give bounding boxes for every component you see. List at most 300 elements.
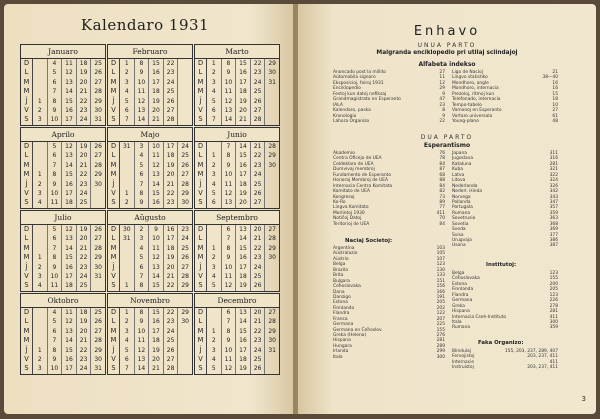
month-name: Marto: [195, 45, 279, 59]
entry-title: Kataluna: [452, 161, 472, 167]
part2-left-list: [333, 151, 445, 227]
entry-title: Young-plano: [452, 118, 479, 124]
month-name: Decembro: [195, 294, 279, 308]
entry-title: Ligo de Nacioj: [452, 70, 483, 75]
entry-title: Jugoslava: [452, 156, 474, 162]
entry-title: Sovetia: [452, 221, 469, 227]
day-number: 18: [166, 152, 175, 160]
entry-title: Danzigo: [333, 294, 351, 300]
day-number: 10: [224, 346, 233, 354]
weekday-label: L: [111, 68, 116, 77]
day-number: 13: [239, 226, 247, 233]
day-number: 6: [124, 106, 129, 114]
day-number: 31: [94, 365, 102, 373]
day-number: 11: [50, 282, 59, 290]
entry-title: Fundamento de Esperanto: [333, 172, 392, 178]
day-number: 5: [139, 161, 144, 169]
day-number: 23: [253, 337, 262, 345]
month-3: [20, 127, 106, 209]
day-number: 7: [226, 235, 231, 243]
institutes-heading: Institutoj:: [486, 262, 517, 268]
day-number: 25: [253, 272, 262, 280]
day-number: [178, 346, 192, 355]
day-number: [265, 355, 279, 364]
day-number: 9: [139, 69, 144, 77]
day-number: 7: [52, 244, 57, 252]
day-number: 10: [224, 78, 233, 86]
entry-title: Teritorioj de UEA: [333, 221, 370, 227]
day-number: 15: [239, 244, 247, 252]
day-number: 24: [79, 189, 88, 197]
entry-title: Akademio: [333, 151, 355, 156]
entry-title: Portugala: [452, 205, 473, 211]
day-number: 22: [79, 97, 88, 105]
weekday-label: S: [24, 115, 29, 124]
weekday-label: Ĵ: [199, 96, 202, 105]
day-number: 12: [65, 69, 73, 77]
day-number: 30: [181, 318, 189, 326]
weekday-label: M: [197, 77, 204, 86]
day-number: 5: [211, 189, 216, 197]
entry-title: Brazila: [333, 267, 348, 273]
day-number: 4: [124, 337, 129, 345]
weekday-label: M: [23, 253, 30, 262]
entry-page: 87: [439, 167, 445, 173]
day-number: 7: [139, 272, 144, 280]
day-number: 6: [226, 226, 231, 233]
day-number: 2: [211, 69, 216, 77]
day-number: 15: [65, 254, 73, 262]
weekday-label: M: [23, 87, 30, 96]
month-8: [194, 210, 280, 292]
entry-page: 78: [439, 156, 445, 162]
entry-page: 387: [549, 243, 558, 249]
day-number: 6: [52, 152, 57, 160]
entry-page: 200: [549, 281, 558, 287]
weekday-label: S: [198, 115, 203, 124]
day-number: 4: [37, 282, 42, 290]
day-number: [178, 106, 192, 115]
month-name: Oktobro: [21, 294, 105, 308]
day-number: 10: [50, 365, 59, 373]
day-number: 22: [253, 60, 262, 67]
day-number: 19: [239, 282, 247, 290]
month-11: [194, 293, 280, 375]
day-number: 20: [79, 327, 88, 335]
day-number: 23: [166, 318, 175, 326]
contents-entry: [333, 355, 445, 360]
day-number: 24: [253, 346, 262, 354]
day-number: 8: [139, 60, 144, 67]
day-number: 30: [94, 355, 102, 363]
weekday-label: L: [198, 234, 203, 243]
day-number: 19: [79, 143, 88, 150]
weekday-label: M: [110, 326, 117, 335]
day-number: 25: [94, 60, 102, 67]
entry-page: 38—40: [542, 75, 558, 81]
day-number: 9: [52, 180, 57, 188]
day-number: 12: [224, 189, 233, 197]
weekday-label: Ĵ: [199, 262, 202, 271]
day-number: 4: [211, 180, 216, 188]
day-number: 25: [166, 88, 175, 96]
weekday-label: M: [110, 253, 117, 262]
day-number: 31: [122, 235, 131, 243]
day-number: 1: [124, 282, 129, 290]
entry-page: 347: [549, 199, 558, 205]
day-number: 15: [239, 327, 247, 335]
day-number: 31: [94, 272, 102, 280]
entry-title: Tempo-tabelo: [452, 102, 482, 108]
day-number: 13: [65, 327, 73, 335]
entry-title: Estona: [333, 300, 348, 306]
weekday-label: Ĵ: [199, 179, 202, 188]
day-number: 27: [181, 171, 189, 179]
day-number: [33, 317, 47, 326]
day-number: 12: [65, 318, 73, 326]
day-number: 6: [226, 309, 231, 316]
day-number: 20: [152, 106, 160, 114]
day-number: 22: [79, 346, 88, 354]
entry-title: Internacie: [452, 359, 475, 365]
day-number: 11: [152, 152, 160, 160]
weekday-label: Ĵ: [112, 179, 115, 188]
day-number: [207, 225, 221, 234]
day-number: 15: [239, 152, 247, 160]
entry-title: Itala: [333, 354, 343, 360]
weekday-label: S: [111, 198, 116, 207]
entry-title: Vamonoj en Esperanto: [452, 108, 502, 114]
month-name: Septembro: [195, 211, 279, 225]
weekday-label: D: [23, 59, 30, 67]
day-number: 1: [37, 97, 42, 105]
entry-page: 18: [552, 97, 558, 103]
weekday-label: L: [111, 317, 116, 326]
entry-page: 105: [436, 251, 445, 257]
day-number: 13: [239, 309, 247, 316]
day-number: 20: [79, 78, 88, 86]
day-number: 13: [224, 199, 233, 207]
day-number: 28: [268, 235, 276, 243]
weekday-label: V: [24, 271, 29, 280]
weekday-label: D: [197, 308, 204, 316]
month-6: [20, 210, 106, 292]
day-number: 26: [166, 97, 175, 105]
part1-left-list: [333, 70, 445, 124]
entry-page: 123: [549, 292, 558, 298]
day-number: 19: [166, 161, 175, 169]
day-number: [33, 59, 47, 68]
entry-page: 300: [436, 354, 445, 360]
day-number: 10: [137, 327, 146, 335]
day-number: 4: [211, 355, 216, 363]
weekday-label: S: [111, 281, 116, 290]
entry-title: Sveda: [452, 227, 466, 233]
day-number: 7: [226, 318, 231, 326]
day-number: 16: [239, 69, 247, 77]
day-number: 15: [152, 60, 160, 67]
weekday-label: V: [111, 105, 116, 114]
day-number: 27: [94, 152, 102, 160]
weekday-label: V: [111, 271, 116, 280]
day-number: [265, 272, 279, 281]
day-number: 29: [268, 152, 276, 160]
day-number: 8: [226, 60, 231, 67]
day-number: 9: [154, 226, 158, 233]
day-number: 20: [166, 171, 175, 179]
day-number: 2: [124, 199, 129, 207]
entry-title: Kuba: [452, 167, 463, 173]
entry-title: Ĉeĥoslovaka: [333, 284, 361, 290]
day-number: 25: [253, 355, 262, 363]
day-number: 5: [211, 282, 216, 290]
day-number: 2: [37, 263, 42, 271]
entry-title: Rumana: [452, 325, 471, 331]
entry-title: Aŭtomobila signaro: [333, 75, 376, 81]
weekday-label: V: [24, 105, 29, 114]
weekday-label: L: [198, 317, 203, 326]
day-number: 6: [139, 263, 144, 271]
entry-title: Ko-Ro: [333, 199, 346, 205]
national-societies-heading: Naciaj Societoj:: [345, 238, 393, 244]
weekday-label: L: [198, 68, 203, 77]
entry-page: 205: [549, 287, 558, 293]
weekday-label: D: [110, 59, 117, 67]
day-number: 9: [52, 106, 57, 114]
day-number: 17: [166, 143, 175, 150]
day-number: 29: [94, 254, 102, 262]
entry-title: Aŭstralazio: [333, 251, 358, 257]
day-number: 29: [94, 346, 102, 354]
entry-title: Latva: [452, 172, 465, 178]
day-number: 12: [152, 254, 160, 262]
day-number: 19: [166, 254, 175, 262]
day-number: 17: [65, 189, 73, 197]
entry-title: Sovetrusio: [452, 216, 476, 222]
entry-page: 156: [436, 284, 445, 290]
day-number: 17: [65, 272, 73, 280]
calendar-title: Kalendaro 1931: [80, 16, 210, 34]
day-number: 30: [268, 337, 276, 345]
day-number: 23: [79, 106, 88, 114]
entry-page: 27: [439, 70, 445, 75]
day-number: 7: [139, 180, 144, 188]
day-number: 10: [50, 272, 59, 280]
day-number: 22: [166, 60, 175, 67]
day-number: 8: [226, 152, 231, 160]
day-number: [91, 189, 105, 198]
day-number: 19: [239, 365, 247, 373]
day-number: 26: [253, 189, 262, 197]
entry-title: Aŭstrio: [333, 256, 349, 262]
day-number: 11: [224, 180, 233, 188]
entry-page: 368: [549, 221, 558, 227]
entry-page: 359: [549, 325, 558, 331]
entry-title: Internacia Centra Komitato: [333, 183, 393, 189]
entry-page: 89: [439, 199, 445, 205]
day-number: [33, 78, 47, 87]
day-number: 19: [79, 318, 88, 326]
day-number: 30: [268, 69, 276, 77]
day-number: 25: [181, 244, 189, 252]
day-number: 23: [166, 199, 175, 207]
day-number: 3: [211, 78, 216, 86]
entry-title: Mondhoro, internacia: [452, 86, 499, 92]
day-number: [265, 115, 279, 124]
day-number: 27: [166, 106, 175, 114]
month-2: [194, 44, 280, 126]
entry-page: 123: [436, 262, 445, 268]
entry-page: 203, 237, 411: [527, 354, 558, 360]
day-number: 25: [94, 309, 102, 316]
day-number: [33, 336, 47, 345]
day-number: 3: [37, 116, 42, 124]
day-number: 23: [166, 69, 175, 77]
day-number: 31: [268, 78, 276, 86]
day-number: 5: [52, 318, 57, 326]
entry-page: 82: [439, 189, 445, 195]
day-number: 7: [52, 337, 57, 345]
part2-heading: DUA PARTO: [420, 134, 474, 141]
entry-title: Urugvaja: [452, 238, 472, 243]
day-number: 30: [181, 199, 189, 207]
weekday-label: D: [110, 308, 117, 316]
day-number: 20: [79, 152, 88, 160]
contents-entry: [452, 119, 558, 124]
entry-title: Nederl. Hinda: [452, 189, 483, 195]
entry-page: 411: [436, 210, 445, 216]
day-number: 23: [253, 161, 262, 169]
day-number: [120, 170, 134, 179]
weekday-label: D: [197, 142, 204, 150]
weekday-label: M: [110, 336, 117, 345]
weekday-label: S: [198, 364, 203, 373]
day-number: 15: [152, 189, 160, 197]
entry-page: 281: [549, 161, 558, 167]
part2-right-list: [452, 151, 558, 249]
day-number: [33, 327, 47, 336]
day-number: 17: [239, 78, 247, 86]
day-number: 7: [52, 161, 57, 169]
day-number: [120, 272, 134, 281]
day-number: 14: [239, 235, 247, 243]
day-number: 4: [139, 152, 144, 160]
day-number: 3: [37, 189, 42, 197]
weekday-label: V: [198, 105, 203, 114]
day-number: [120, 253, 134, 262]
day-number: 7: [226, 143, 231, 150]
day-number: [178, 78, 192, 87]
day-number: 18: [239, 88, 247, 96]
contents-entry: [333, 222, 445, 227]
part1-right-list: [452, 70, 558, 124]
weekday-label: L: [198, 151, 203, 160]
day-number: 16: [65, 106, 73, 114]
day-number: 10: [224, 171, 233, 179]
day-number: 6: [124, 355, 129, 363]
weekday-label: D: [23, 142, 30, 150]
day-number: [265, 170, 279, 179]
day-number: 15: [65, 97, 73, 105]
entry-title: Norvega: [452, 194, 471, 200]
contents-entry: [452, 365, 558, 370]
entry-title: Grandmagistrato en Esperanto: [333, 97, 401, 103]
day-number: [33, 308, 47, 317]
entry-page: 342: [549, 189, 558, 195]
entry-page: 84: [439, 183, 445, 189]
day-number: 2: [37, 106, 42, 114]
entry-page: 225: [436, 322, 445, 328]
day-number: [120, 180, 134, 189]
day-number: 23: [79, 355, 88, 363]
day-number: 21: [253, 318, 262, 326]
entry-page: 300: [549, 319, 558, 325]
day-number: 20: [79, 235, 88, 243]
weekday-label: L: [24, 68, 29, 77]
entry-page: 324: [549, 178, 558, 184]
day-number: 21: [79, 337, 88, 345]
entry-title: Kongresoj: [333, 194, 355, 200]
day-number: 15: [152, 282, 160, 290]
day-number: 24: [79, 272, 88, 280]
entry-page: 12: [439, 80, 445, 86]
month-name: Januaro: [21, 45, 105, 59]
weekday-label: L: [24, 151, 29, 160]
day-number: 21: [166, 272, 175, 280]
day-number: 15: [152, 309, 160, 316]
day-number: 13: [65, 152, 73, 160]
day-number: 14: [224, 116, 233, 124]
day-number: 8: [52, 97, 57, 105]
day-number: 19: [239, 97, 247, 105]
entry-page: 68: [439, 172, 445, 178]
month-4: [107, 127, 193, 209]
entry-title: Brita: [333, 273, 344, 279]
day-number: 18: [65, 282, 73, 290]
entry-title: Ĉeĥoslovaka: [452, 276, 480, 282]
entry-page: 29: [439, 86, 445, 92]
day-number: 2: [124, 69, 129, 77]
entry-title: Honoraj Membroj de UEA: [333, 178, 389, 184]
entry-title: Nederlanda: [452, 183, 478, 189]
entry-page: 47: [439, 97, 445, 103]
part1-subtitle: Malgranda enciklopedio pri utilaj sciindajoj: [376, 50, 518, 56]
day-number: 11: [224, 88, 233, 96]
entry-title: Pollanda: [452, 199, 471, 205]
weekday-label: D: [110, 142, 117, 150]
day-number: 24: [253, 171, 262, 179]
day-number: 22: [79, 254, 88, 262]
day-number: 26: [94, 226, 102, 233]
day-number: 9: [139, 199, 144, 207]
month-name: Aprilo: [21, 128, 105, 142]
day-number: 4: [139, 244, 144, 252]
day-number: 9: [52, 355, 57, 363]
day-number: [265, 97, 279, 106]
day-number: 16: [239, 254, 247, 262]
day-number: 5: [52, 69, 57, 77]
day-number: 12: [224, 365, 233, 373]
day-number: 19: [152, 97, 160, 105]
day-number: [91, 198, 105, 207]
entry-page: 123: [549, 271, 558, 276]
weekday-label: Ĵ: [112, 262, 115, 271]
weekday-label: M: [197, 170, 204, 179]
day-number: 14: [137, 365, 146, 373]
entry-title: Vortaro universala: [452, 113, 493, 119]
day-number: 22: [166, 309, 175, 316]
day-number: [265, 106, 279, 115]
